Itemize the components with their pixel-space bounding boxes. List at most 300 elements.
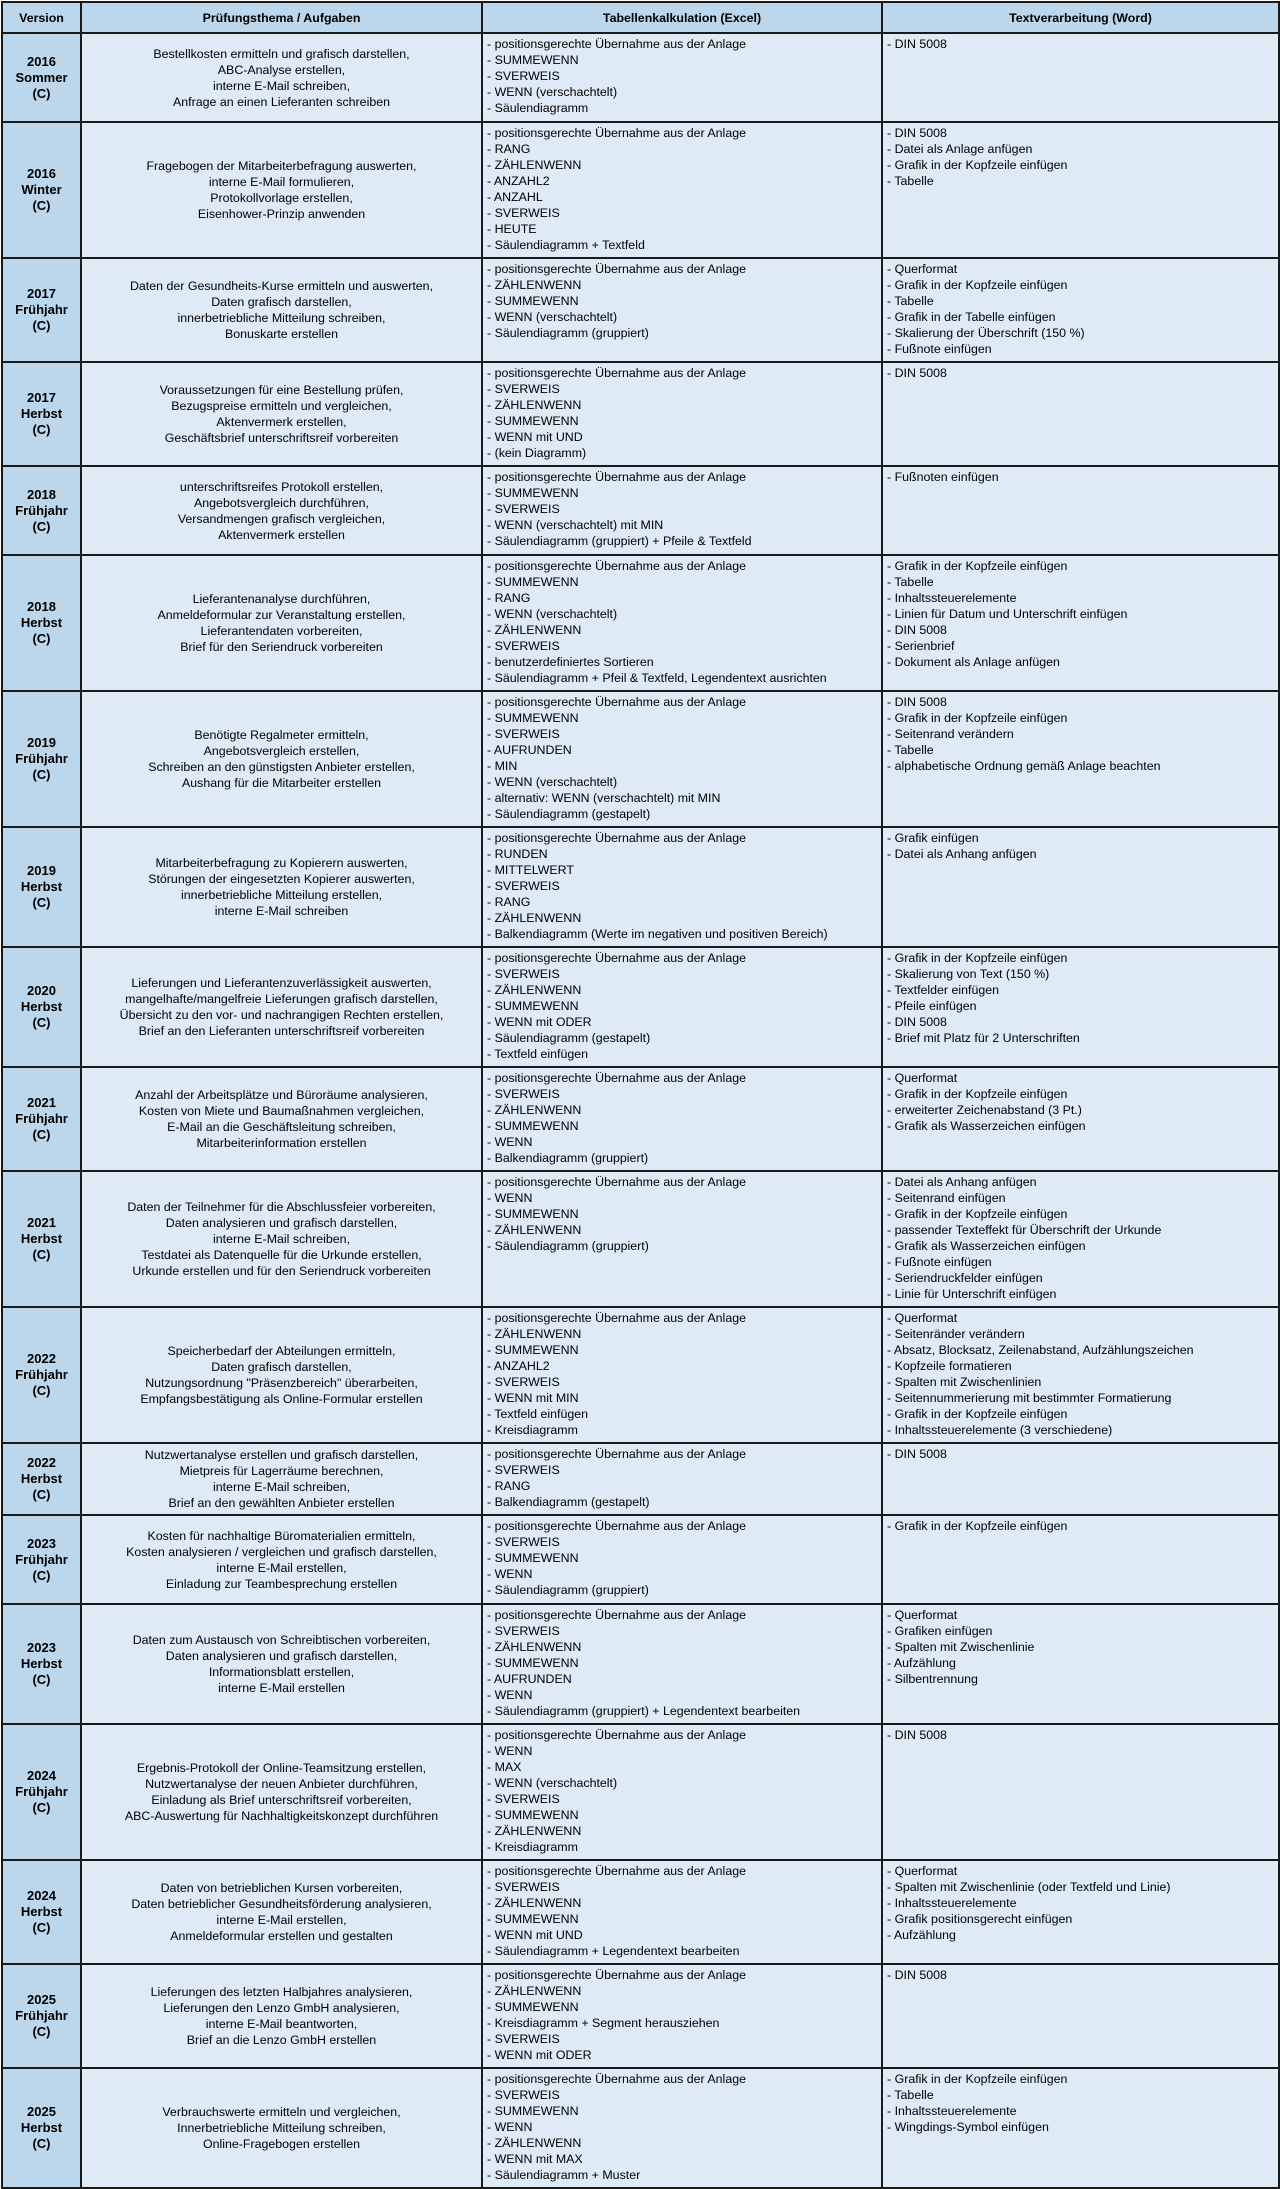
thema-line: ABC-Auswertung für Nachhaltigkeitskonzept durchführen — [124, 1809, 439, 1823]
excel-line: - SUMMEWENN — [487, 53, 579, 67]
excel-line: - ZÄHLENWENN — [487, 623, 582, 637]
thema-line: Kosten analysieren / vergleichen und grafisch darstellen, — [126, 1544, 437, 1559]
version-cell — [2, 466, 81, 555]
excel-line: - Säulendiagramm (gestapelt) — [487, 1031, 651, 1045]
word-line: - Skalierung von Text (150 %) — [887, 967, 1050, 981]
excel-cell — [482, 1067, 882, 1171]
word-cell — [882, 947, 1279, 1067]
thema-cell — [81, 258, 482, 362]
excel-line: - Säulendiagramm + Pfeil & Textfeld, Legendentext ausrichten — [487, 671, 827, 685]
excel-cell — [482, 1964, 882, 2068]
thema-line: interne E-Mail schreiben, — [212, 1480, 351, 1494]
word-line: - Tabelle — [887, 294, 934, 308]
word-line: - Querformat — [887, 1608, 958, 1622]
word-cell — [882, 1307, 1279, 1443]
excel-line: - Säulendiagramm + Textfeld — [487, 238, 645, 252]
excel-line: - SUMMEWENN — [487, 575, 579, 589]
excel-line: - Säulendiagramm — [487, 101, 589, 115]
thema-cell — [81, 827, 482, 947]
thema-line: Nutzungsordnung "Präsenzbereich" überarbeiten, — [145, 1376, 418, 1390]
thema-line: Anmeldeformular erstellen und gestalten — [170, 1929, 393, 1943]
thema-cell — [81, 362, 482, 466]
version-line: (C) — [32, 2136, 51, 2151]
version-cell — [2, 1515, 81, 1604]
thema-line: interne E-Mail beantworten, — [205, 2017, 358, 2031]
word-cell — [882, 33, 1279, 122]
excel-line: - SVERWEIS — [487, 1087, 560, 1101]
excel-line: - WENN (verschachtelt) — [487, 775, 618, 789]
version-line: 2018 — [27, 486, 56, 502]
version-line: Frühjahr — [15, 502, 68, 518]
header-excel: Tabellenkalkulation (Excel) — [482, 2, 882, 33]
excel-line: - Textfeld einfügen — [487, 1047, 589, 1061]
excel-line: - WENN — [487, 1567, 533, 1581]
thema-line: Bestellkosten ermitteln und grafisch darstellen, — [153, 46, 410, 61]
thema-cell — [81, 122, 482, 258]
thema-line: Lieferungen und Lieferantenzuverlässigkeit auswerten, — [131, 976, 432, 990]
header-word: Textverarbeitung (Word) — [882, 2, 1279, 33]
excel-line: - ZÄHLENWENN — [487, 1896, 582, 1910]
excel-line: - positionsgerechte Übernahme aus der Anlage — [487, 951, 746, 965]
thema-line: Eisenhower-Prinzip anwenden — [197, 207, 366, 221]
version-line: 2020 — [27, 983, 56, 998]
word-line: - DIN 5008 — [887, 1968, 947, 1982]
excel-line: - ZÄHLENWENN — [487, 1327, 582, 1341]
excel-line: - positionsgerechte Übernahme aus der Anlage — [487, 831, 746, 845]
excel-line: - ZÄHLENWENN — [487, 1103, 582, 1117]
table-row — [2, 947, 1279, 1067]
thema-line: Daten grafisch darstellen, — [211, 295, 352, 309]
excel-line: - WENN (verschachtelt) — [487, 310, 618, 324]
word-line: - Fußnoten einfügen — [887, 470, 999, 484]
excel-line: - SVERWEIS — [487, 1463, 560, 1477]
excel-line: - RANG — [487, 591, 531, 605]
word-line: - Querformat — [887, 1311, 958, 1325]
version-line: (C) — [32, 1487, 51, 1502]
thema-cell — [81, 691, 482, 827]
word-line: - DIN 5008 — [887, 37, 947, 51]
thema-line: Mitarbeiterinformation erstellen — [196, 1136, 367, 1150]
version-line: 2017 — [27, 390, 56, 405]
excel-line: - Kreisdiagramm — [487, 1423, 578, 1437]
word-cell — [882, 258, 1279, 362]
table-row — [2, 362, 1279, 466]
version-line: 2023 — [27, 1640, 56, 1655]
word-line: - DIN 5008 — [887, 126, 947, 140]
word-line: - Fußnote einfügen — [887, 342, 992, 356]
word-line: - Serienbrief — [887, 639, 955, 653]
thema-cell — [81, 555, 482, 691]
excel-line: - SUMMEWENN — [487, 1808, 579, 1822]
version-cell — [2, 1067, 81, 1171]
thema-line: ABC-Analyse erstellen, — [217, 62, 346, 77]
thema-line: Kosten von Miete und Baumaßnahmen vergleichen, — [138, 1104, 425, 1118]
version-line: 2018 — [27, 599, 56, 614]
excel-line: - positionsgerechte Übernahme aus der Anlage — [487, 366, 746, 380]
excel-line: - RUNDEN — [487, 847, 548, 861]
table-row — [2, 1964, 1279, 2068]
thema-line: Brief an den gewählten Anbieter erstellen — [168, 1496, 395, 1510]
word-line: - Grafik in der Kopfzeile einfügen — [887, 278, 1068, 292]
table-row — [2, 466, 1279, 555]
version-line: (C) — [32, 631, 51, 646]
word-line: - Textfelder einfügen — [887, 983, 1000, 997]
version-cell — [2, 1724, 81, 1860]
version-line: Winter — [21, 182, 62, 197]
word-cell — [882, 1604, 1279, 1724]
thema-cell — [81, 1067, 482, 1171]
excel-line: - positionsgerechte Übernahme aus der Anlage — [487, 1968, 746, 1982]
word-cell — [882, 1964, 1279, 2068]
version-line: (C) — [32, 1383, 51, 1398]
word-line: - Seriendruckfelder einfügen — [887, 1271, 1043, 1285]
excel-line: - SVERWEIS — [487, 1880, 560, 1894]
table-row — [2, 1067, 1279, 1171]
excel-line: - WENN — [487, 1191, 533, 1205]
excel-line: - SUMMEWENN — [487, 2000, 579, 2014]
version-cell — [2, 947, 81, 1067]
table-row — [2, 1860, 1279, 1964]
thema-line: Innerbetriebliche Mitteilung schreiben, — [177, 2121, 386, 2135]
thema-cell — [81, 1307, 482, 1443]
version-line: (C) — [32, 1015, 51, 1030]
thema-line: interne E-Mail schreiben — [214, 904, 349, 918]
excel-line: - WENN mit ODER — [487, 1015, 592, 1029]
word-cell — [882, 1171, 1279, 1307]
excel-line: - SVERWEIS — [487, 1535, 560, 1549]
thema-line: unterschriftsreifes Protokoll erstellen, — [179, 479, 384, 494]
excel-line: - ZÄHLENWENN — [487, 1984, 582, 1998]
thema-line: Übersicht zu den vor- und nachrangigen Rechten erstellen, — [119, 1008, 444, 1022]
excel-line: - Balkendiagramm (gestapelt) — [487, 1495, 650, 1509]
word-line: - Kopfzeile formatieren — [887, 1359, 1012, 1373]
thema-line: Anmeldeformular zur Veranstaltung erstellen, — [157, 608, 406, 622]
exam-topics-table — [1, 1, 1280, 2189]
word-cell — [882, 827, 1279, 947]
version-line: Herbst — [20, 1231, 63, 1246]
version-line: 2017 — [27, 286, 56, 301]
excel-line: - Kreisdiagramm — [487, 1840, 578, 1854]
word-line: - Grafik in der Kopfzeile einfügen — [887, 2072, 1068, 2086]
excel-line: - WENN — [487, 1744, 533, 1758]
excel-cell — [482, 1307, 882, 1443]
thema-cell — [81, 1964, 482, 2068]
excel-line: - SUMMEWENN — [487, 1343, 579, 1357]
excel-line: - SUMMEWENN — [487, 294, 579, 308]
word-line: - Grafik in der Kopfzeile einfügen — [887, 1087, 1068, 1101]
word-line: - DIN 5008 — [887, 1015, 947, 1029]
thema-line: Schreiben an den günstigsten Anbieter erstellen, — [148, 760, 415, 774]
version-line: Frühjahr — [15, 1551, 68, 1567]
excel-line: - ZÄHLENWENN — [487, 1824, 582, 1838]
thema-line: Kosten für nachhaltige Büromaterialien ermitteln, — [147, 1528, 416, 1543]
excel-line: - benutzerdefiniertes Sortieren — [487, 655, 654, 669]
excel-line: - SVERWEIS — [487, 502, 560, 516]
word-line: - Grafik als Wasserzeichen einfügen — [887, 1119, 1086, 1133]
excel-line: - SUMMEWENN — [487, 1207, 579, 1221]
excel-line: - SVERWEIS — [487, 382, 560, 396]
thema-line: Daten der Teilnehmer für die Abschlussfeier vorbereiten, — [127, 1200, 436, 1214]
thema-line: Daten von betrieblichen Kursen vorbereiten, — [160, 1881, 403, 1895]
excel-line: - SUMMEWENN — [487, 1656, 579, 1670]
version-cell — [2, 33, 81, 122]
word-line: - Linien für Datum und Unterschrift einfügen — [887, 607, 1128, 621]
excel-line: - ZÄHLENWENN — [487, 398, 582, 412]
version-cell — [2, 1307, 81, 1443]
excel-line: - WENN — [487, 2120, 533, 2134]
word-line: - Grafik in der Kopfzeile einfügen — [887, 951, 1068, 965]
table-row — [2, 122, 1279, 258]
excel-line: - Textfeld einfügen — [487, 1407, 589, 1421]
excel-line: - WENN (verschachtelt) mit MIN — [487, 518, 664, 532]
excel-line: - WENN (verschachtelt) — [487, 1776, 618, 1790]
excel-line: - SUMMEWENN — [487, 1912, 579, 1926]
word-line: - Silbentrennung — [887, 1672, 978, 1686]
word-line: - Grafik positionsgerecht einfügen — [887, 1912, 1073, 1926]
excel-cell — [482, 1604, 882, 1724]
version-line: 2023 — [27, 1535, 56, 1551]
version-line: (C) — [32, 1567, 51, 1583]
excel-line: - alternativ: WENN (verschachtelt) mit MIN — [487, 791, 721, 805]
excel-line: - SVERWEIS — [487, 206, 560, 220]
excel-line: - positionsgerechte Übernahme aus der Anlage — [487, 1728, 746, 1742]
word-line: - DIN 5008 — [887, 366, 947, 380]
thema-line: Aushang für die Mitarbeiter erstellen — [181, 776, 382, 790]
excel-line: - SVERWEIS — [487, 2088, 560, 2102]
version-line: 2016 — [27, 166, 56, 181]
excel-line: - MIN — [487, 759, 518, 773]
thema-line: Anfrage an einen Lieferanten schreiben — [173, 94, 390, 109]
word-line: - Grafik in der Kopfzeile einfügen — [887, 158, 1068, 172]
thema-line: Bezugspreise ermitteln und vergleichen, — [171, 399, 392, 413]
word-cell — [882, 1724, 1279, 1860]
thema-line: Aktenvermerk erstellen, — [216, 415, 347, 429]
word-line: - alphabetische Ordnung gemäß Anlage beachten — [887, 759, 1161, 773]
thema-line: Anzahl der Arbeitsplätze und Büroräume analysieren, — [135, 1088, 428, 1102]
version-line: (C) — [32, 1247, 51, 1262]
version-line: 2021 — [27, 1095, 56, 1110]
word-line: - Datei als Anhang anfügen — [887, 1175, 1037, 1189]
word-line: - Tabelle — [887, 743, 934, 757]
excel-line: - AUFRUNDEN — [487, 743, 572, 757]
word-line: - Fußnote einfügen — [887, 1255, 992, 1269]
word-line: - Inhaltssteuerelemente — [887, 2104, 1017, 2118]
thema-line: Daten betrieblicher Gesundheitsförderung analysieren, — [131, 1897, 432, 1911]
word-line: - Datei als Anlage anfügen — [887, 142, 1033, 156]
version-line: Frühjahr — [15, 751, 68, 766]
version-cell — [2, 691, 81, 827]
word-line: - Inhaltssteuerelemente — [887, 591, 1017, 605]
word-line: - Seitenränder verändern — [887, 1327, 1025, 1341]
version-cell — [2, 555, 81, 691]
excel-line: - WENN (verschachtelt) — [487, 607, 618, 621]
version-cell — [2, 1604, 81, 1724]
excel-line: - WENN mit UND — [487, 430, 583, 444]
word-line: - Linie für Unterschrift einfügen — [887, 1287, 1057, 1301]
excel-line: - Säulendiagramm (gestapelt) — [487, 807, 651, 821]
word-line: - Seitenrand einfügen — [887, 1191, 1006, 1205]
table-row — [2, 1604, 1279, 1724]
version-cell — [2, 2068, 81, 2188]
excel-line: - ZÄHLENWENN — [487, 1223, 582, 1237]
table-row — [2, 827, 1279, 947]
version-line: (C) — [32, 2024, 51, 2039]
thema-line: innerbetriebliche Mitteilung erstellen, — [180, 888, 383, 902]
table-row — [2, 1724, 1279, 1860]
thema-line: Versandmengen grafisch vergleichen, — [177, 511, 386, 526]
thema-line: Benötigte Regalmeter ermitteln, — [194, 728, 369, 742]
excel-cell — [482, 258, 882, 362]
excel-line: - WENN mit MIN — [487, 1391, 579, 1405]
excel-line: - Säulendiagramm + Legendentext bearbeiten — [487, 1944, 740, 1958]
thema-line: Online-Fragebogen erstellen — [202, 2137, 361, 2151]
word-line: - Inhaltssteuerelemente — [887, 1896, 1017, 1910]
excel-line: - MAX — [487, 1760, 522, 1774]
excel-line: - positionsgerechte Übernahme aus der Anlage — [487, 1071, 746, 1085]
thema-line: Nutzwertanalyse erstellen und grafisch darstellen, — [144, 1448, 419, 1462]
thema-line: interne E-Mail schreiben, — [212, 78, 351, 93]
excel-cell — [482, 827, 882, 947]
table-row — [2, 33, 1279, 122]
version-line: (C) — [32, 198, 51, 213]
excel-line: - Säulendiagramm + Muster — [487, 2168, 641, 2182]
version-line: 2019 — [27, 863, 56, 878]
excel-line: - ZÄHLENWENN — [487, 983, 582, 997]
version-line: (C) — [32, 422, 51, 437]
version-line: (C) — [32, 1672, 51, 1687]
excel-line: - positionsgerechte Übernahme aus der Anlage — [487, 1608, 746, 1622]
excel-line: - SVERWEIS — [487, 2032, 560, 2046]
excel-line: - ANZAHL2 — [487, 1359, 550, 1373]
thema-line: innerbetriebliche Mitteilung schreiben, — [177, 311, 386, 325]
excel-line: - SVERWEIS — [487, 727, 560, 741]
excel-line: - ZÄHLENWENN — [487, 278, 582, 292]
word-line: - Grafiken einfügen — [887, 1624, 993, 1638]
excel-line: - WENN mit MAX — [487, 2152, 583, 2166]
word-line: - Absatz, Blocksatz, Zeilenabstand, Aufzählungszeichen — [887, 1343, 1194, 1357]
version-line: (C) — [32, 1127, 51, 1142]
word-line: - Aufzählung — [887, 1928, 956, 1942]
version-line: 2025 — [27, 1992, 56, 2007]
excel-line: - positionsgerechte Übernahme aus der Anlage — [487, 126, 746, 140]
word-line: - Aufzählung — [887, 1656, 956, 1670]
word-line: - Seitenrand verändern — [887, 727, 1014, 741]
excel-line: - SVERWEIS — [487, 1792, 560, 1806]
version-line: Herbst — [20, 1904, 63, 1919]
version-line: Herbst — [20, 406, 63, 421]
excel-line: - ZÄHLENWENN — [487, 1640, 582, 1654]
thema-line: Bonuskarte erstellen — [225, 327, 338, 341]
excel-line: - AUFRUNDEN — [487, 1672, 572, 1686]
excel-line: - positionsgerechte Übernahme aus der Anlage — [487, 1864, 746, 1878]
word-line: - Grafik in der Kopfzeile einfügen — [887, 1407, 1068, 1421]
thema-line: Protokollvorlage erstellen, — [210, 191, 353, 205]
excel-cell — [482, 555, 882, 691]
excel-line: - ANZAHL — [487, 190, 543, 204]
word-line: - Grafik einfügen — [887, 831, 979, 845]
version-line: Frühjahr — [15, 1784, 68, 1799]
version-line: (C) — [32, 895, 51, 910]
word-line: - Grafik in der Tabelle einfügen — [887, 310, 1056, 324]
excel-line: - positionsgerechte Übernahme aus der Anlage — [487, 1175, 746, 1189]
version-line: Frühjahr — [15, 1367, 68, 1382]
word-line: - DIN 5008 — [887, 1728, 947, 1742]
version-cell — [2, 122, 81, 258]
excel-cell — [482, 1515, 882, 1604]
excel-cell — [482, 33, 882, 122]
table-row — [2, 691, 1279, 827]
thema-line: Lieferungen den Lenzo GmbH analysieren, — [163, 2001, 400, 2015]
version-cell — [2, 1171, 81, 1307]
word-cell — [882, 1860, 1279, 1964]
excel-line: - SVERWEIS — [487, 879, 560, 893]
excel-line: - Säulendiagramm (gruppiert) — [487, 1583, 649, 1597]
word-line: - Grafik in der Kopfzeile einfügen — [887, 1519, 1068, 1533]
excel-line: - SVERWEIS — [487, 1375, 560, 1389]
thema-cell — [81, 1443, 482, 1515]
word-line: - Grafik in der Kopfzeile einfügen — [887, 559, 1068, 573]
excel-line: - ZÄHLENWENN — [487, 911, 582, 925]
thema-line: Fragebogen der Mitarbeiterbefragung auswerten, — [146, 159, 417, 173]
version-line: 2016 — [27, 53, 56, 69]
version-cell — [2, 362, 81, 466]
excel-line: - WENN (verschachtelt) — [487, 85, 618, 99]
word-line: - passender Texteffekt für Überschrift der Urkunde — [887, 1223, 1162, 1237]
excel-line: - positionsgerechte Übernahme aus der Anlage — [487, 695, 746, 709]
version-line: 2022 — [27, 1455, 56, 1470]
thema-line: Lieferungen des letzten Halbjahres analysieren, — [150, 1985, 413, 1999]
version-line: (C) — [32, 767, 51, 782]
word-line: - Brief mit Platz für 2 Unterschriften — [887, 1031, 1080, 1045]
word-line: - DIN 5008 — [887, 623, 947, 637]
word-cell — [882, 2068, 1279, 2188]
word-line: - Grafik als Wasserzeichen einfügen — [887, 1239, 1086, 1253]
excel-line: - Säulendiagramm (gruppiert) — [487, 326, 649, 340]
version-line: Frühjahr — [15, 1111, 68, 1126]
excel-line: - positionsgerechte Übernahme aus der Anlage — [487, 1311, 746, 1325]
word-line: - erweiterter Zeichenabstand (3 Pt.) — [887, 1103, 1082, 1117]
table-row — [2, 1443, 1279, 1515]
word-line: - DIN 5008 — [887, 1447, 947, 1461]
thema-line: Daten zum Austausch von Schreibtischen vorbereiten, — [132, 1633, 431, 1647]
excel-line: - WENN — [487, 1135, 533, 1149]
word-line: - Grafik in der Kopfzeile einfügen — [887, 1207, 1068, 1221]
excel-line: - SUMMEWENN — [487, 711, 579, 725]
version-line: (C) — [32, 318, 51, 333]
thema-cell — [81, 947, 482, 1067]
version-cell — [2, 258, 81, 362]
word-line: - Pfeile einfügen — [887, 999, 977, 1013]
thema-line: Lieferantendaten vorbereiten, — [200, 624, 363, 638]
excel-line: - WENN mit UND — [487, 1928, 583, 1942]
word-line: - Tabelle — [887, 575, 934, 589]
word-cell — [882, 1443, 1279, 1515]
thema-line: Daten grafisch darstellen, — [211, 1360, 352, 1374]
excel-line: - SUMMEWENN — [487, 1119, 579, 1133]
word-line: - Seitennummerierung mit bestimmter Formatierung — [887, 1391, 1172, 1405]
word-cell — [882, 1067, 1279, 1171]
word-line: - Datei als Anhang anfügen — [887, 847, 1037, 861]
table-row — [2, 1307, 1279, 1443]
word-line: - Wingdings-Symbol einfügen — [887, 2120, 1049, 2134]
thema-cell — [81, 1171, 482, 1307]
word-line: - Skalierung der Überschrift (150 %) — [887, 326, 1085, 340]
word-line: - Spalten mit Zwischenlinie — [887, 1640, 1035, 1654]
thema-line: Daten der Gesundheits-Kurse ermitteln und auswerten, — [129, 279, 434, 293]
thema-line: interne E-Mail schreiben, — [212, 1232, 351, 1246]
excel-line: - SUMMEWENN — [487, 999, 579, 1013]
excel-line: - SVERWEIS — [487, 69, 560, 83]
